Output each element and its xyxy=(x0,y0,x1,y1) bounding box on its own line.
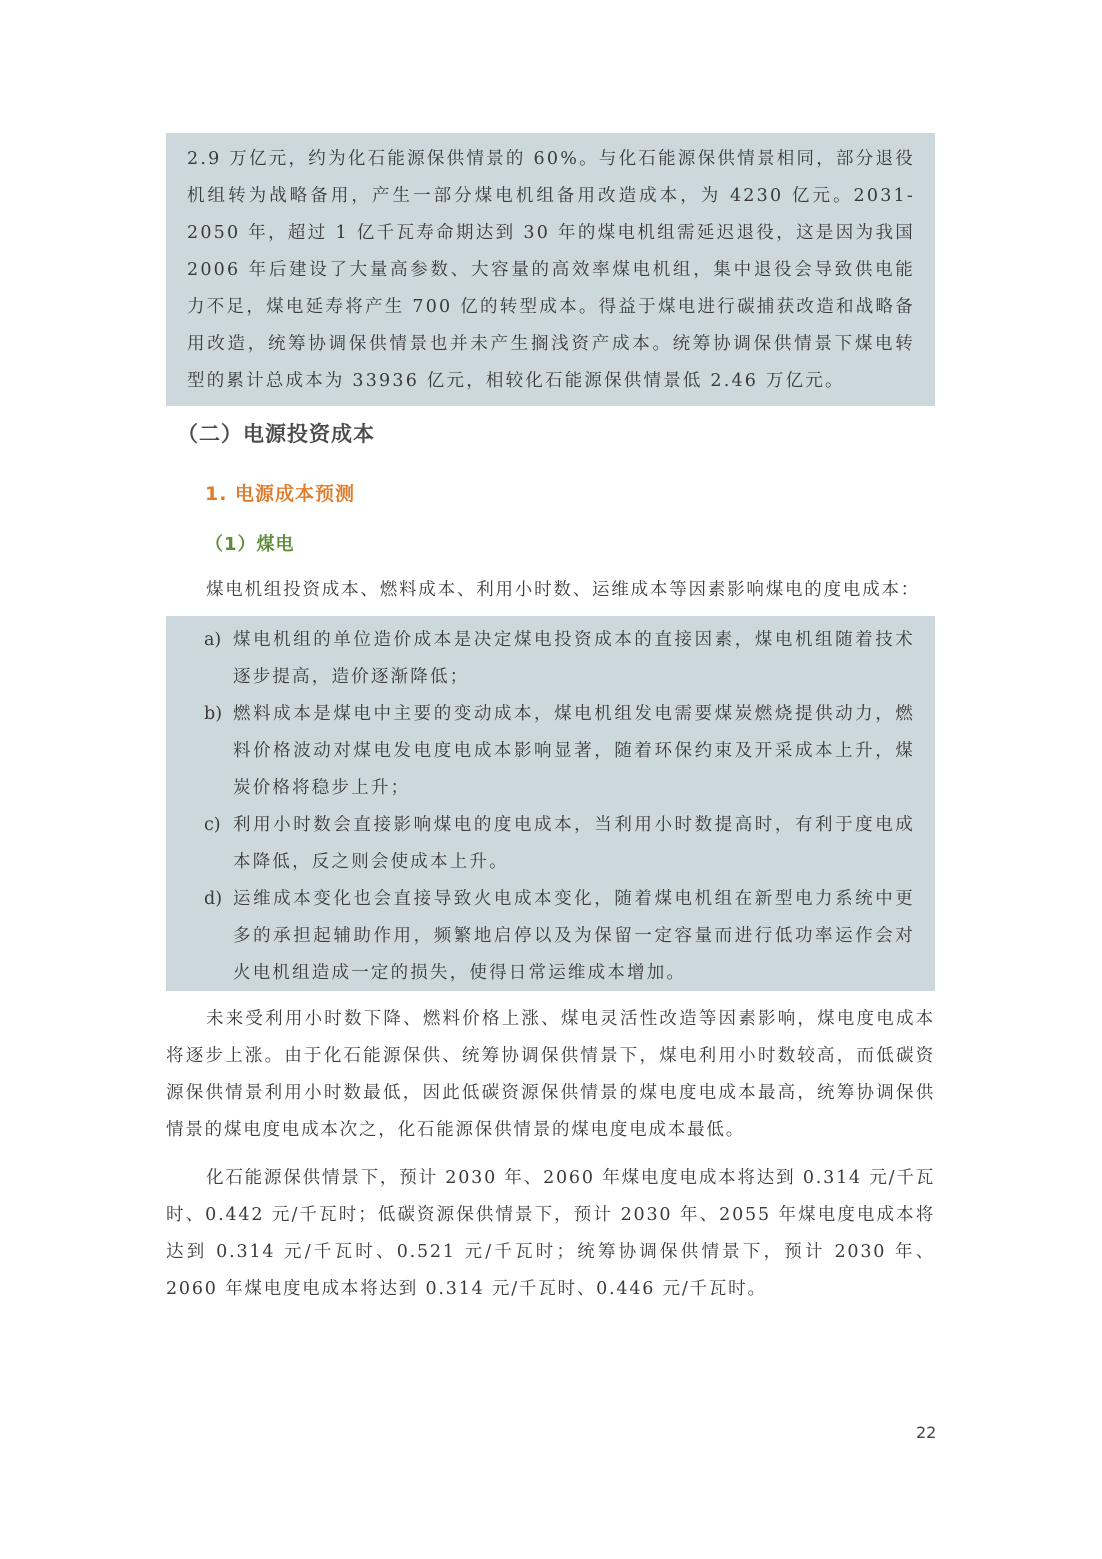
list-item xyxy=(204,881,915,992)
highlight-box-summary xyxy=(166,133,935,406)
list-item-text: 燃料成本是煤电中主要的变动成本，煤电机组发电需要煤炭燃烧提供动力，燃料价格波动对煤电发电度电成本影响显著，随着环保约束及开采成本上升，煤炭价格将稳步上升； xyxy=(233,704,915,798)
list-item-text: 利用小时数会直接影响煤电的度电成本，当利用小时数提高时，有利于度电成本降低，反之则会使成本上升。 xyxy=(233,815,915,872)
body-paragraph-forecast: 化石能源保供情景下，预计 2030 年、2060 年煤电度电成本将达到 0.314 元/千瓦时、0.442 元/千瓦时；低碳资源保供情景下，预计 2030 年、2055 年煤电度电成本将达到 0.314 元/千瓦时、0.521 元/千瓦时；统筹协调保供情景下，预计 2030 年、2060 年煤电度电成本将达到 0.314 元/千瓦时、0.446 元/千瓦时。 xyxy=(166,1168,935,1299)
intro-paragraph: 煤电机组投资成本、燃料成本、利用小时数、运维成本等因素影响煤电的度电成本： xyxy=(206,580,921,600)
list-item xyxy=(204,807,915,881)
list-marker: b) xyxy=(204,704,223,724)
list-marker: a) xyxy=(204,630,222,650)
summary-paragraph: 2.9 万亿元，约为化石能源保供情景的 60%。与化石能源保供情景相同，部分退役机组转为战略备用，产生一部分煤电机组备用改造成本，为 4230 亿元。2031-2050 年，超过 1 亿千瓦寿命期达到 30 年的煤电机组需延迟退役，这是因为我国 2006 年后建设了大量高参数、大容量的高效率煤电机组，集中退役会导致供电能力不足，煤电延寿将产生 700 亿的转型成本。得益于煤电进行碳捕获改造和战略备用改造，统筹协调保供情景也并未产生搁浅资产成本。统筹协调保供情景下煤电转型的累计总成本为 33936 亿元，相较化石能源保供情景低 2.46 万亿元。 xyxy=(187,149,915,391)
list-item xyxy=(204,696,915,807)
list-marker: d) xyxy=(204,889,223,909)
section-heading: （二）电源投资成本 xyxy=(177,422,375,446)
page-number: 22 xyxy=(916,1423,937,1442)
body-paragraph-trend: 未来受利用小时数下降、燃料价格上涨、煤电灵活性改造等因素影响，煤电度电成本将逐步上涨。由于化石能源保供、统筹协调保供情景下，煤电利用小时数较高，而低碳资源保供情景利用小时数最低，因此低碳资源保供情景的煤电度电成本最高，统筹协调保供情景的煤电度电成本次之，化石能源保供情景的煤电度电成本最低。 xyxy=(166,1009,935,1140)
subsection-heading: 1. 电源成本预测 xyxy=(205,483,356,505)
list-marker: c) xyxy=(204,815,221,835)
list-item xyxy=(204,622,915,696)
highlight-box-factors xyxy=(166,616,935,991)
sub-subsection-heading: （1）煤电 xyxy=(205,534,295,555)
list-item-text: 煤电机组的单位造价成本是决定煤电投资成本的直接因素，煤电机组随着技术逐步提高，造价逐渐降低； xyxy=(233,630,915,687)
list-item-text: 运维成本变化也会直接导致火电成本变化，随着煤电机组在新型电力系统中更多的承担起辅助作用，频繁地启停以及为保留一定容量而进行低功率运作会对火电机组造成一定的损失，使得日常运维成本增加。 xyxy=(233,889,915,983)
